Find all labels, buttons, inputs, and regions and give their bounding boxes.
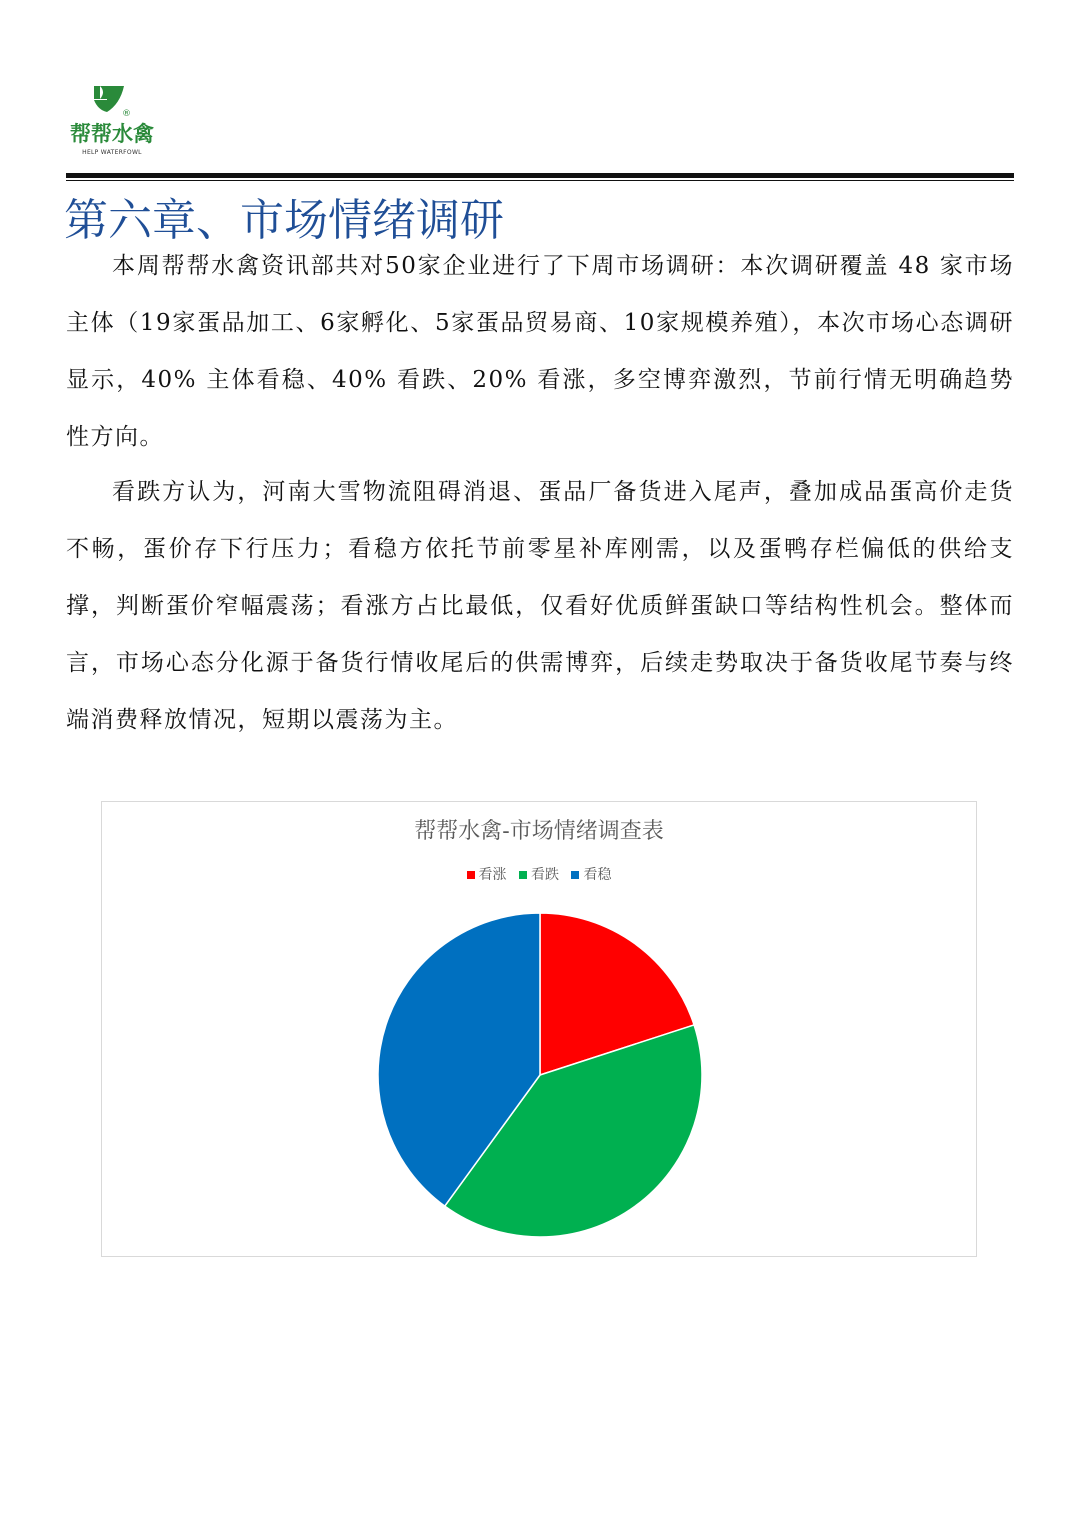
sentiment-pie-chart: [101, 801, 977, 1257]
header-rule: [66, 173, 1014, 178]
chart-title: 帮帮水禽-市场情绪调查表: [414, 819, 664, 844]
pie-canvas: [102, 802, 978, 1258]
logo-leaf-icon: [62, 82, 162, 122]
legend-label: 看涨: [478, 867, 507, 883]
logo-subtitle: HELP WATERFOWL: [82, 149, 142, 156]
registered-mark: ®: [122, 109, 131, 119]
chapter-title: 第六章、市场情绪调研: [64, 195, 504, 246]
logo: [62, 82, 162, 162]
legend-label: 看跌: [531, 867, 559, 883]
paragraph-market-analysis: 看跌方认为，河南大雪物流阻碍消退、蛋品厂备货进入尾声，叠加成品蛋高价走货不畅，蛋价存下行压力；看稳方依托节前零星补库刚需，以及蛋鸭存栏偏低的供给支撑，判断蛋价窄幅震荡；看涨方占比最低，仅看好优质鲜蛋缺口等结构性机会。整体而言，市场心态分化源于备货行情收尾后的供需博弈，后续走势取决于备货收尾节奏与终端消费释放情况，短期以震荡为主。: [66, 479, 1014, 733]
paragraph-survey-summary: 本周帮帮水禽资讯部共对50家企业进行了下周市场调研：本次调研覆盖 48 家市场主体（19家蛋品加工、6家孵化、5家蛋品贸易商、10家规模养殖），本次市场心态调研显示，40% 主体看稳、40% 看跌、20% 看涨，多空博弈激烈，节前行情无明确趋势性方向。: [66, 253, 1014, 450]
legend-label: 看稳: [583, 867, 612, 883]
logo-brand-text: 帮帮水禽: [70, 122, 154, 146]
header-rule-thin: [66, 180, 1014, 181]
